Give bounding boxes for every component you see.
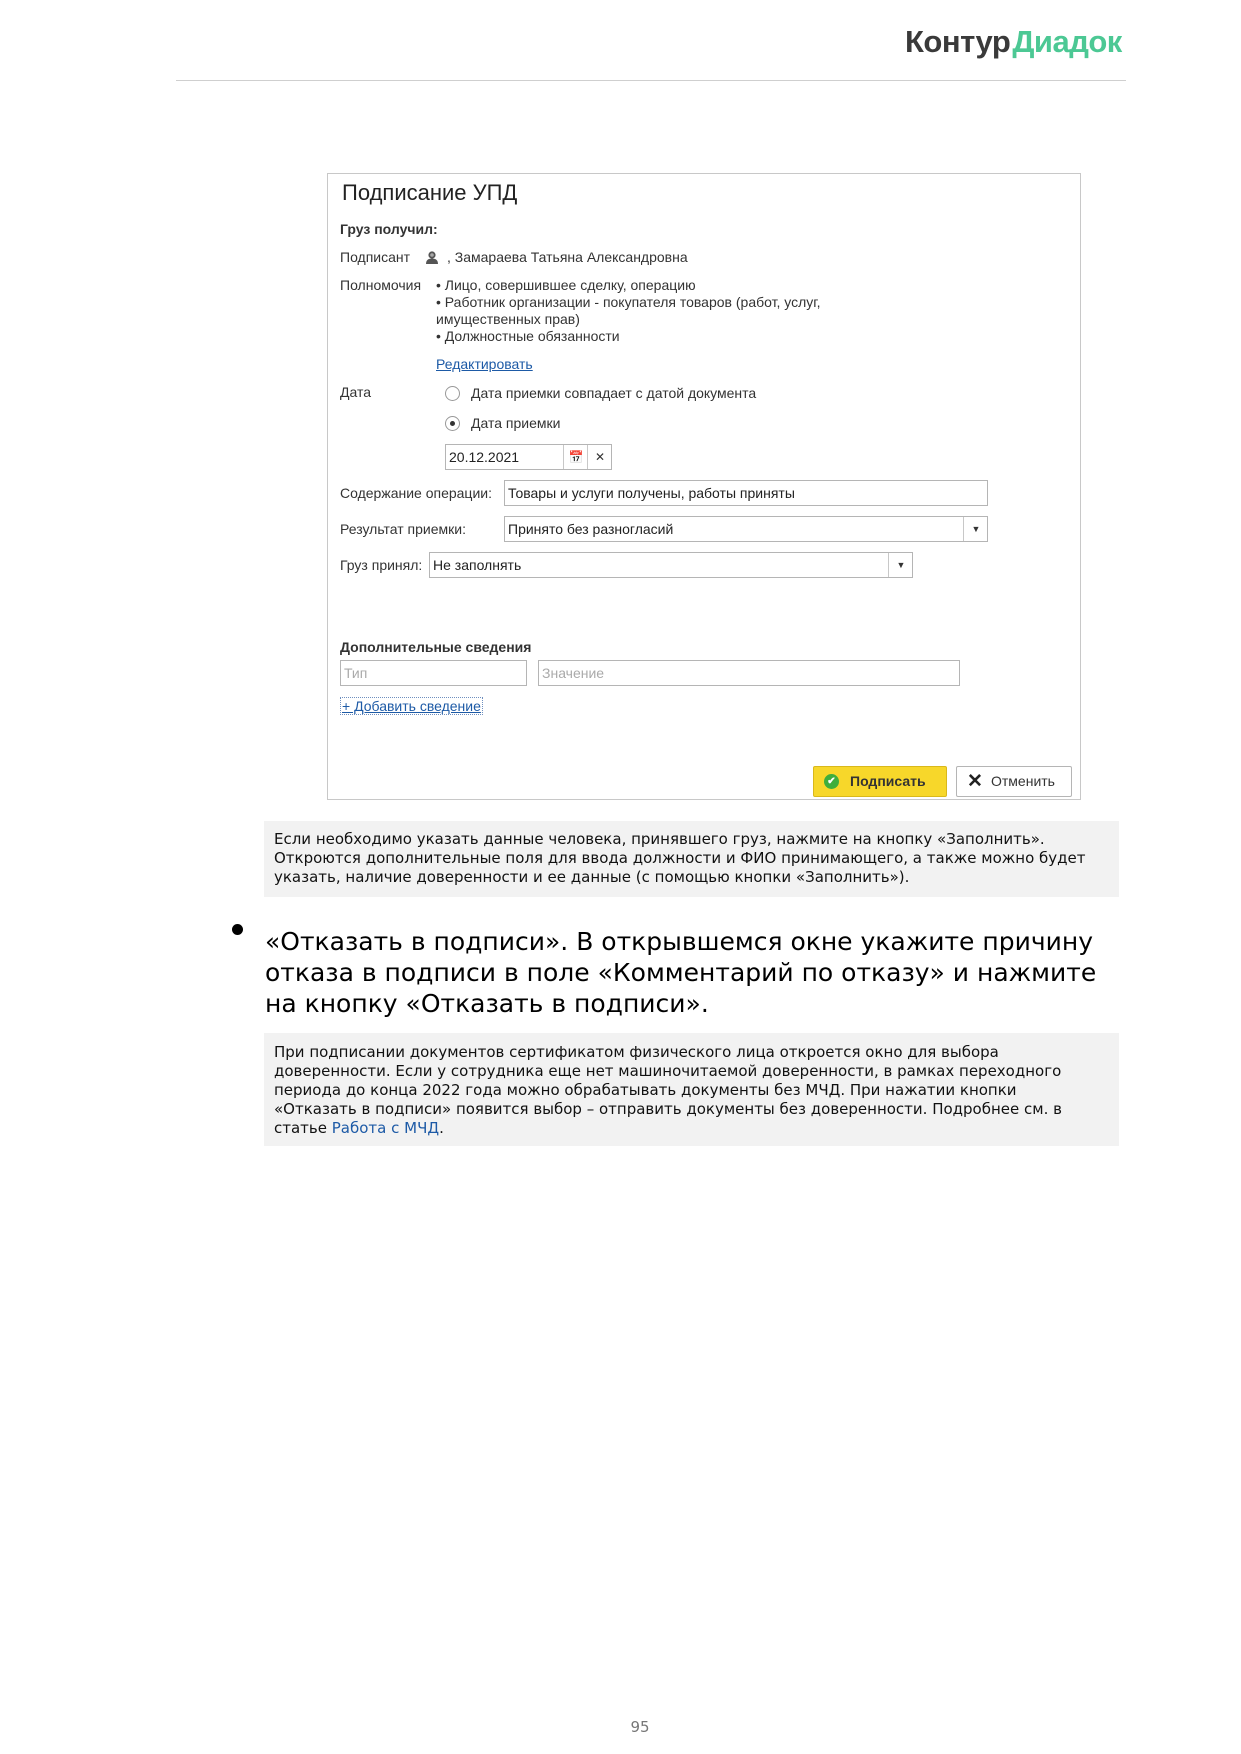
note-line [274, 1119, 1109, 1138]
radio-same-date[interactable] [445, 386, 460, 401]
note-line: При подписании документов сертификатом физического лица откроется окно для выбора [274, 1043, 999, 1061]
note-line: указать, наличие доверенности и ее данные (с помощью кнопки «Заполнить»). [274, 868, 910, 886]
note-line: периода до конца 2022 года можно обрабатывать документы без МЧД. При нажатии кнопки [274, 1081, 1017, 1099]
authority-line: имущественных прав) [436, 311, 580, 327]
value-input[interactable]: Значение [538, 660, 960, 686]
extra-info-title: Дополнительные сведения [340, 639, 532, 655]
user-icon [425, 250, 439, 264]
bullet-line: отказа в подписи в поле «Комментарий по отказу» и нажмите [265, 958, 1097, 987]
mchd-article-link[interactable]: Работа с МЧД [331, 1119, 440, 1137]
result-value: Принято без разногласий [508, 521, 674, 537]
chevron-down-icon[interactable]: ▼ [963, 517, 988, 541]
radio-accept-date-label: Дата приемки [471, 415, 561, 431]
note-box [264, 821, 1119, 897]
add-info-link[interactable]: + Добавить сведение [342, 698, 481, 714]
note-line-suffix: . [439, 1119, 444, 1137]
date-input[interactable] [445, 444, 612, 470]
sign-button-label: Подписать [850, 773, 926, 789]
note-box [264, 1033, 1119, 1146]
operation-label: Содержание операции: [340, 485, 492, 501]
radio-same-date-label: Дата приемки совпадает с датой документа [471, 385, 757, 401]
date-value: 20.12.2021 [449, 449, 520, 465]
sign-upd-dialog [327, 173, 1081, 800]
note-line: «Отказать в подписи» появится выбор – отправить документы без доверенности. Подробнее см. в [274, 1100, 1062, 1118]
cargo-accepted-label: Груз принял: [340, 557, 423, 573]
section-cargo-received: Груз получил: [340, 221, 438, 237]
authority-line: • Лицо, совершившее сделку, операцию [436, 277, 696, 293]
bullet-dot [232, 924, 243, 935]
signer-label: Подписант [340, 249, 411, 265]
cancel-button[interactable] [956, 766, 1072, 797]
radio-accept-date[interactable] [445, 416, 460, 431]
header-divider [176, 80, 1126, 81]
sign-button[interactable] [813, 766, 947, 797]
authority-line: • Работник организации - покупателя товаров (работ, услуг, [436, 294, 821, 310]
cargo-accepted-value: Не заполнять [433, 557, 522, 573]
logo-kontur: Контур [905, 24, 1011, 59]
kontur-diadok-logo [905, 24, 1122, 60]
note-line: доверенности. Если у сотрудника еще нет машиночитаемой доверенности, в рамках переходного [274, 1062, 1062, 1080]
clear-date-icon[interactable]: ✕ [587, 445, 612, 469]
dialog-title: Подписание УПД [342, 180, 518, 205]
calendar-icon[interactable]: 📅 [563, 445, 588, 469]
check-icon: ✔ [824, 774, 839, 789]
page-number: 95 [630, 1718, 650, 1736]
cargo-accepted-select[interactable] [429, 552, 913, 578]
close-icon: ✕ [967, 771, 983, 792]
bullet-line: на кнопку «Отказать в подписи». [265, 989, 709, 1018]
logo-diadok: Диадок [1012, 24, 1122, 59]
chevron-down-icon[interactable]: ▼ [888, 553, 913, 577]
authority-line: • Должностные обязанности [436, 328, 620, 344]
bullet-line: «Отказать в подписи». В открывшемся окне укажите причину [265, 927, 1094, 956]
result-select[interactable] [504, 516, 988, 542]
note-line: Откроются дополнительные поля для ввода должности и ФИО принимающего, а также можно будет [274, 849, 1086, 867]
operation-input[interactable]: Товары и услуги получены, работы приняты [504, 480, 988, 506]
result-label: Результат приемки: [340, 521, 466, 537]
cancel-button-label: Отменить [991, 773, 1055, 789]
type-input[interactable]: Тип [340, 660, 527, 686]
signer-name: , Замараева Татьяна Александровна [447, 249, 688, 265]
bullet-text [265, 926, 1096, 1019]
note-line: Если необходимо указать данные человека, принявшего груз, нажмите на кнопку «Заполнить». [274, 830, 1045, 848]
authority-list [436, 277, 821, 345]
date-label: Дата [340, 384, 372, 400]
note-line-prefix: статье [274, 1119, 332, 1137]
authority-label: Полномочия [340, 277, 422, 293]
edit-authority-link[interactable]: Редактировать [436, 356, 533, 372]
